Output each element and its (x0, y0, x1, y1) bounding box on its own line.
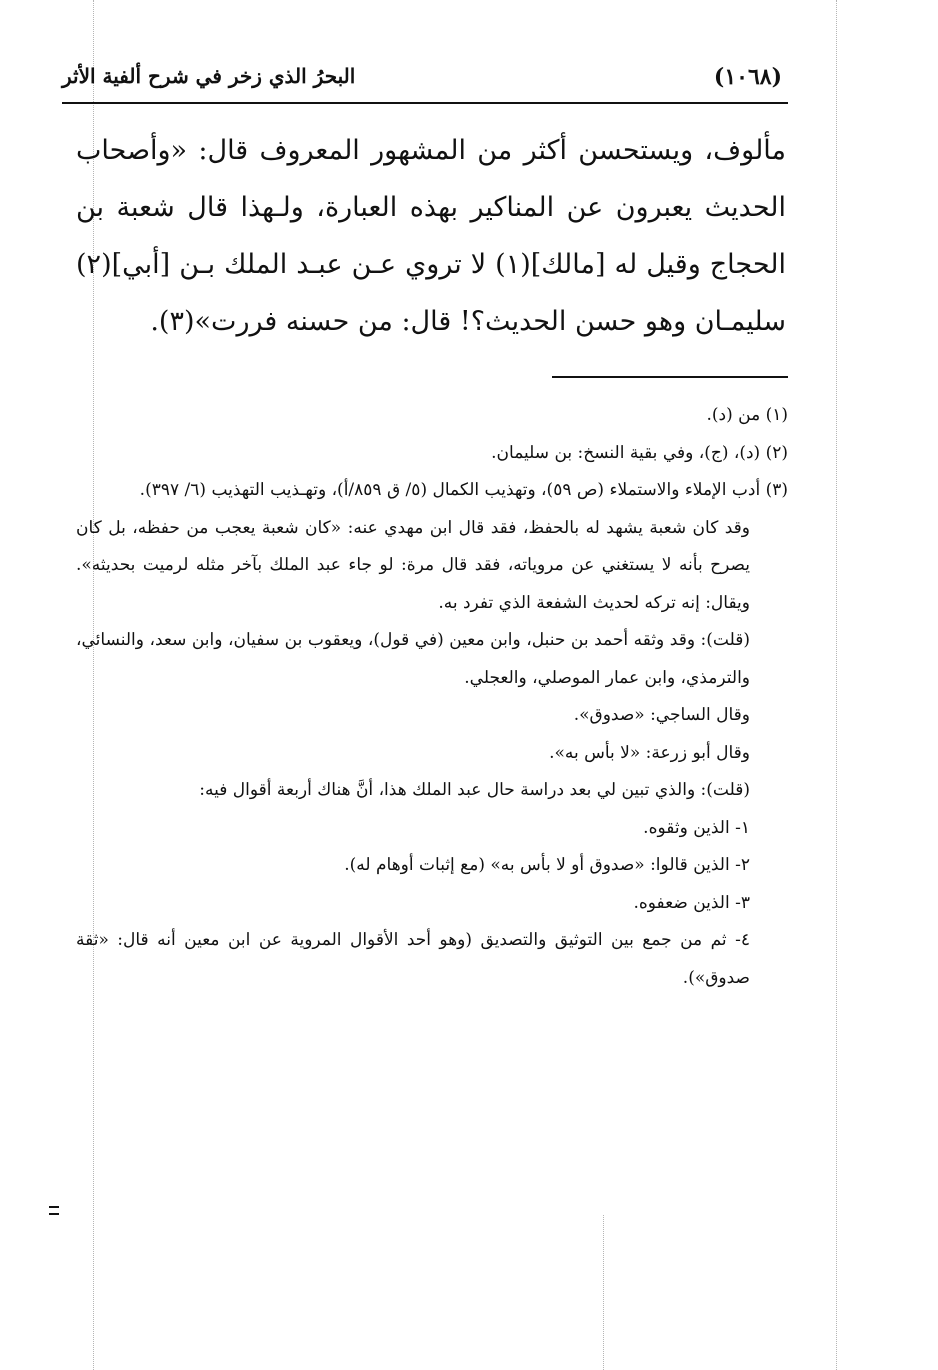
footnote-3-list-item: ٢- الذين قالوا: «صدوق أو لا بأس به» (مع إثبات أوهام له). (344, 855, 750, 875)
footnote-3-paragraph: وقال الساجي: «صدوق». (573, 705, 750, 725)
footnote-3-list-item: ١- الذين وثقوه. (643, 817, 750, 838)
main-paragraph: مألوف، ويستحسن أكثر من المشهور المعروف قال: «وأصحاب الحديث يعبرون عن المناكير بهذه العبارة، ولـهذا قال شعبة بن الحجاج وقيل له [مالك](١) لا تروي عـن عبـد الملك بـن [أبي](٢) سليمـان وهو حسن الحديث؟! قال: من حسنه فررت»(٣). (76, 135, 786, 337)
main-text (76, 122, 786, 350)
running-header (62, 62, 790, 98)
footnote-2: (٢) (د)، (ج)، وفي بقية النسخ: بن سليمان. (491, 442, 788, 463)
footnotes (76, 397, 788, 997)
footnote-3-paragraph: وقال أبو زرعة: «لا بأس به». (549, 742, 750, 763)
footnote-3: (٣) أدب الإملاء والاستملاء (ص ٥٩)، وتهذيب الكمال (٥/ ق ٨٥٩/أ)، وتهـذيب التهذيب (٦/ ٣٩٧). (139, 480, 788, 500)
scan-dotted-guide-right (836, 0, 837, 1370)
footnote-3-paragraph: (قلت): وقد وثقه أحمد بن حنبل، وابن معين (في قول)، ويعقوب بن سفيان، وابن سعد، والنسائي، والترمذي، وابن عمار الموصلي، والعجلي. (76, 630, 750, 688)
footnote-3-paragraph: وقد كان شعبة يشهد له بالحفظ، فقد قال ابن مهدي عنه: «كان شعبة يعجب من حفظه، بل كان يصرح بأنه لا يستغني عن مروياته، فقد قال مرة: لو جاء عبد الملك بآخر مثله لرميت بحديثه». ويقال: إنه تركه لحديث الشفعة الذي تفرد به. (76, 517, 750, 613)
book-title: البحرُ الذي زخر في شرح ألفية الأثر (62, 64, 356, 88)
footnote-3-paragraph: (قلت): والذي تبين لي بعد دراسة حال عبد الملك هذا، أنَّ هناك أربعة أقوال فيه: (199, 780, 750, 800)
footnote-3-list-item: ٤- ثم من جمع بين التوثيق والتصديق (وهو أحد الأقوال المروية عن ابن معين أنه قال: «ثقة صدوق»). (76, 930, 750, 988)
page-number: (١٠٦٨) (713, 64, 782, 90)
margin-mark (49, 1206, 59, 1215)
footnote-1: (١) من (د). (706, 405, 788, 425)
header-rule (62, 102, 788, 104)
footnote-3-list-item: ٣- الذين ضعفوه. (633, 892, 750, 913)
scan-dotted-guide-bottom (603, 1215, 604, 1370)
footnote-separator (552, 376, 788, 378)
